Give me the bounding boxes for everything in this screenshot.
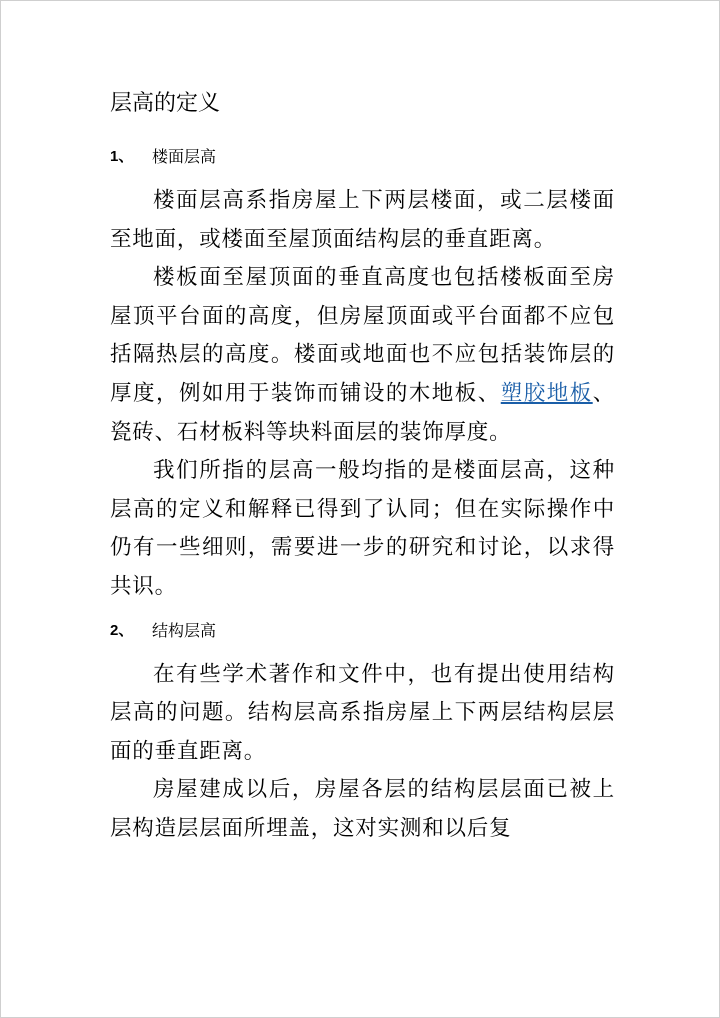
paragraph-text: 、瓷砖、石材板料等块料面层的装饰厚度。 <box>110 380 616 445</box>
paragraph: 我们所指的层高一般均指的是楼面层高，这种层高的定义和解释已得到了认同；但在实际操作中仍有一些细则，需要进一步的研究和讨论，以求得共识。 <box>110 458 615 599</box>
section-heading <box>110 619 615 643</box>
section-spacer <box>110 607 615 619</box>
plastic-flooring-link[interactable]: 塑胶地板 <box>500 380 593 406</box>
section-title: 楼面层高 <box>152 147 217 166</box>
paragraph-with-link <box>110 259 615 452</box>
section-title: 结构层高 <box>152 620 217 640</box>
document-body <box>110 87 615 849</box>
paragraph: 在有些学术著作和文件中，也有提出使用结构层高的问题。结构层高系指房屋上下两层结构层层面的垂直距离。 <box>110 661 615 764</box>
section-structural-height <box>110 619 615 849</box>
document-title: 层高的定义 <box>110 91 221 116</box>
section-heading <box>110 145 615 169</box>
section-number: 1、 <box>110 148 134 165</box>
paragraph: 楼面层高系指房屋上下两层楼面，或二层楼面至地面，或楼面至屋顶面结构层的垂直距离。 <box>110 188 615 252</box>
paragraph-text: 楼板面至屋顶面的垂直高度也包括楼板面至房屋顶平台面的高度，但房屋顶面或平台面都不应包括隔热层的高度。楼面或地面也不应包括装饰层的厚度，例如用于装饰而铺设的木地板、 <box>110 265 615 406</box>
section-number: 2、 <box>110 621 134 639</box>
section-floor-height <box>110 145 615 607</box>
paragraph: 房屋建成以后，房屋各层的结构层层面已被上层构造层层面所埋盖，这对实测和以后复 <box>110 777 615 841</box>
